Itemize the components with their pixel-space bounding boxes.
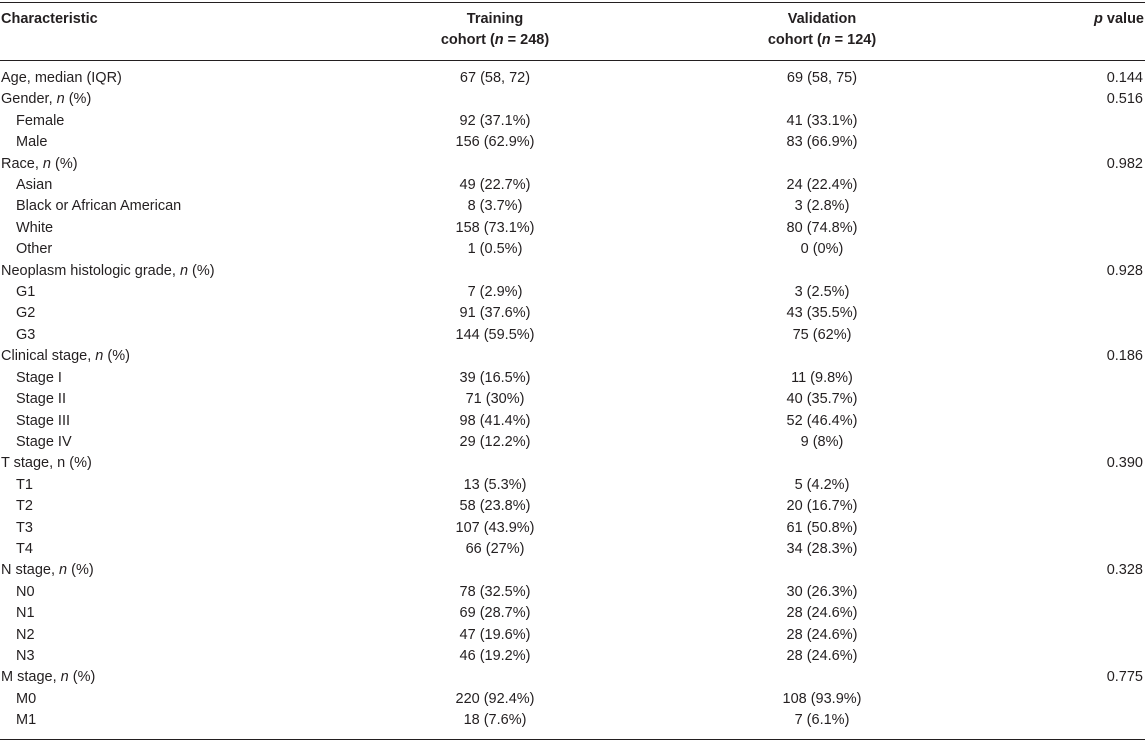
- cell-characteristic: G1: [16, 284, 36, 301]
- header-training-line2-post: = 248): [503, 32, 550, 48]
- cell-validation: 69 (58, 75): [786, 70, 858, 86]
- cell-characteristic: Age, median (IQR): [1, 70, 122, 86]
- cell-characteristic-n: n: [179, 262, 189, 279]
- cell-characteristic: White: [16, 219, 54, 236]
- cell-validation: 0 (0%): [800, 241, 844, 258]
- header-characteristic: [1, 9, 98, 30]
- cell-characteristic: Female: [16, 112, 65, 129]
- cell-characteristic: Stage III: [16, 412, 71, 429]
- cell-training: 69 (28.7%): [459, 605, 531, 622]
- table-row: [0, 496, 1145, 517]
- cell-validation: 43 (35.5%): [786, 305, 858, 322]
- table-row: [0, 261, 1145, 282]
- cell-characteristic-post: (%): [103, 348, 130, 365]
- cell-characteristic: Male: [16, 134, 48, 151]
- table-row: [0, 411, 1145, 432]
- cell-characteristic: Stage I: [16, 369, 62, 386]
- cell-characteristic-pre: Gender,: [1, 91, 57, 108]
- cell-characteristic: [1, 89, 91, 110]
- cell-validation: 28 (24.6%): [786, 605, 858, 622]
- header-training-line2-n: n: [494, 32, 504, 48]
- cell-characteristic-post: (%): [188, 262, 215, 279]
- table-row: [0, 453, 1145, 474]
- header-p-rest: value: [1102, 11, 1144, 27]
- table-row: [0, 667, 1145, 688]
- table-row: [0, 710, 1145, 731]
- table-row: [0, 582, 1145, 603]
- table-row: [0, 89, 1145, 110]
- cell-training: 1 (0.5%): [467, 241, 523, 258]
- header-p-italic: p: [1094, 11, 1103, 27]
- cell-characteristic-post: (%): [68, 669, 96, 686]
- cell-characteristic: T2: [16, 498, 33, 515]
- header-validation-line2: [722, 30, 922, 51]
- header-validation-line2-n: n: [821, 32, 831, 48]
- table-row: [0, 646, 1145, 667]
- table-row: [0, 196, 1145, 217]
- cell-validation: 28 (24.6%): [786, 626, 858, 643]
- table-row: [0, 68, 1145, 89]
- cell-training: 98 (41.4%): [459, 412, 531, 429]
- cell-validation: 80 (74.8%): [786, 219, 858, 236]
- cell-characteristic-n: n: [60, 669, 69, 686]
- cell-characteristic: T1: [16, 476, 33, 493]
- cell-training: 66 (27%): [465, 540, 525, 557]
- cell-validation: 7 (6.1%): [794, 712, 850, 729]
- cell-training: 49 (22.7%): [459, 177, 531, 194]
- cell-p-value: 0.328: [1106, 562, 1143, 579]
- cell-validation: 28 (24.6%): [786, 647, 858, 664]
- header-training-line2: [395, 30, 595, 51]
- table-header-rule: [0, 60, 1145, 61]
- header-validation-line2-pre: cohort (: [767, 32, 822, 48]
- cell-validation: 11 (9.8%): [791, 369, 853, 386]
- table-top-rule: [0, 2, 1145, 3]
- cell-training: 18 (7.6%): [463, 712, 527, 729]
- header-p-value: [1094, 9, 1144, 30]
- cell-characteristic: Stage IV: [16, 433, 72, 450]
- cell-characteristic: T4: [16, 540, 33, 557]
- header-characteristic-text: Characteristic: [1, 11, 98, 27]
- cell-characteristic: Other: [16, 241, 53, 258]
- cell-training: 144 (59.5%): [455, 326, 535, 343]
- cell-validation: 9 (8%): [800, 433, 844, 450]
- cell-validation: 5 (4.2%): [794, 476, 850, 493]
- table-row: [0, 518, 1145, 539]
- cell-validation: 3 (2.8%): [794, 198, 850, 215]
- cell-training: 67 (58, 72): [459, 70, 531, 86]
- header-validation-cohort: [722, 9, 922, 51]
- cell-validation: 24 (22.4%): [786, 177, 858, 194]
- cell-validation: 61 (50.8%): [786, 519, 858, 536]
- header-p-value-text: [1094, 9, 1144, 30]
- cell-characteristic: M0: [16, 690, 37, 707]
- cell-characteristic: Stage II: [16, 391, 66, 408]
- cell-characteristic: G2: [16, 305, 36, 322]
- table-row: [0, 560, 1145, 581]
- cell-characteristic: N2: [16, 626, 35, 643]
- cell-training: 39 (16.5%): [459, 369, 531, 386]
- cell-characteristic-post: (%): [67, 562, 94, 579]
- cell-training: 92 (37.1%): [459, 112, 531, 129]
- table-row: [0, 239, 1145, 260]
- cell-training: 7 (2.9%): [467, 284, 523, 301]
- cell-training: 8 (3.7%): [467, 198, 523, 215]
- cell-p-value: 0.928: [1106, 262, 1143, 279]
- cell-training: 71 (30%): [465, 391, 525, 408]
- cell-training: 13 (5.3%): [463, 476, 527, 493]
- header-training-cohort: [395, 9, 595, 51]
- cell-validation: 20 (16.7%): [786, 498, 858, 515]
- cell-validation: 30 (26.3%): [786, 583, 858, 600]
- table-bottom-rule: [0, 739, 1145, 740]
- cell-validation: 108 (93.9%): [782, 690, 862, 707]
- table-row: [0, 475, 1145, 496]
- cell-validation: 41 (33.1%): [786, 112, 858, 129]
- header-training-line2-pre: cohort (: [440, 32, 495, 48]
- table-row: [0, 432, 1145, 453]
- table-row: [0, 111, 1145, 132]
- cell-p-value: 0.516: [1106, 91, 1143, 108]
- cell-training: 78 (32.5%): [459, 583, 531, 600]
- table-row: [0, 368, 1145, 389]
- cell-p-value: 0.186: [1106, 348, 1143, 365]
- cell-characteristic: Asian: [16, 177, 53, 194]
- cell-characteristic: T3: [16, 519, 33, 536]
- table-row: [0, 154, 1145, 175]
- cell-training: 156 (62.9%): [455, 134, 535, 151]
- cell-characteristic: N0: [16, 583, 35, 600]
- cell-characteristic-n: n: [95, 348, 104, 365]
- table-row: [0, 325, 1145, 346]
- cell-characteristic-pre: Neoplasm histologic grade,: [1, 262, 180, 279]
- cell-characteristic-pre: N stage,: [1, 562, 60, 579]
- table-row: [0, 175, 1145, 196]
- cell-training: 46 (19.2%): [459, 647, 531, 664]
- table-row: [0, 346, 1145, 367]
- cell-training: 220 (92.4%): [455, 690, 535, 707]
- table-row: [0, 132, 1145, 153]
- cell-validation: 40 (35.7%): [786, 391, 858, 408]
- cell-p-value: 0.982: [1106, 155, 1143, 172]
- cell-characteristic: [1, 667, 95, 688]
- table-row: [0, 282, 1145, 303]
- cell-characteristic: Black or African American: [16, 198, 182, 215]
- cell-training: 29 (12.2%): [459, 433, 531, 450]
- header-training-line1: Training: [466, 11, 524, 27]
- table-row: [0, 539, 1145, 560]
- table-row: [0, 603, 1145, 624]
- cell-characteristic: [1, 261, 215, 282]
- table-row: [0, 625, 1145, 646]
- cell-characteristic: [1, 154, 78, 175]
- cell-characteristic: M1: [16, 712, 37, 729]
- cell-validation: 3 (2.5%): [794, 284, 850, 301]
- header-validation-line1: Validation: [787, 11, 857, 27]
- cell-training: 158 (73.1%): [455, 219, 535, 236]
- cell-characteristic-pre: Clinical stage,: [1, 348, 96, 365]
- cell-characteristic: G3: [16, 326, 36, 343]
- cell-characteristic: [1, 346, 130, 367]
- cell-p-value: 0.775: [1106, 669, 1143, 686]
- cell-p-value: 0.390: [1106, 455, 1143, 472]
- cell-characteristic-n: n: [56, 91, 65, 108]
- table-row: [0, 389, 1145, 410]
- cell-validation: 52 (46.4%): [786, 412, 858, 429]
- cell-characteristic: [1, 560, 94, 581]
- table-row: [0, 218, 1145, 239]
- cell-training: 91 (37.6%): [459, 305, 531, 322]
- cell-training: 58 (23.8%): [459, 498, 531, 515]
- cell-characteristic-n: n: [42, 155, 51, 172]
- cell-characteristic-pre: Race,: [1, 155, 43, 172]
- cell-characteristic-pre: M stage,: [1, 669, 61, 686]
- cell-characteristic-n: n: [59, 562, 68, 579]
- table-body: [0, 68, 1145, 732]
- table-row: [0, 303, 1145, 324]
- cell-validation: 34 (28.3%): [786, 540, 858, 557]
- cell-validation: 83 (66.9%): [786, 134, 858, 151]
- cell-characteristic-post: (%): [51, 155, 78, 172]
- cell-characteristic: N1: [16, 605, 35, 622]
- table-row: [0, 689, 1145, 710]
- cell-training: 107 (43.9%): [455, 519, 535, 536]
- cell-validation: 75 (62%): [792, 326, 852, 343]
- cell-characteristic: T stage, n (%): [1, 455, 92, 472]
- cell-characteristic: N3: [16, 647, 35, 664]
- cell-training: 47 (19.6%): [459, 626, 531, 643]
- cell-p-value: 0.144: [1106, 70, 1143, 86]
- cell-characteristic-post: (%): [64, 91, 92, 108]
- header-validation-line2-post: = 124): [830, 32, 877, 48]
